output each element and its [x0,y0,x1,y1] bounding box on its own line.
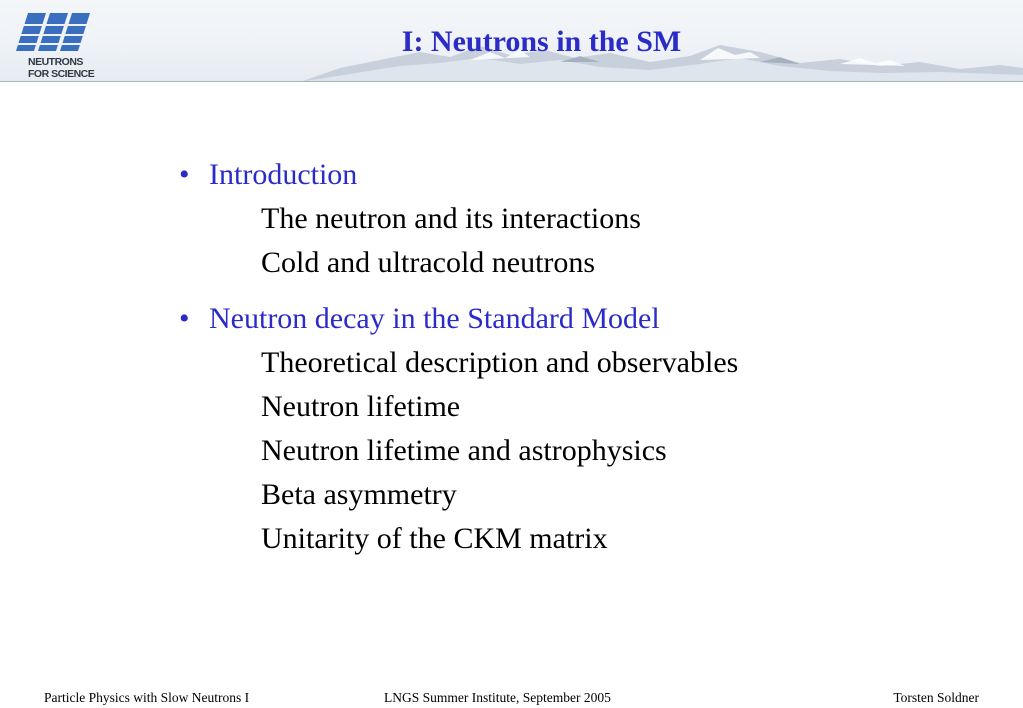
footer-event: LNGS Summer Institute, September 2005 [384,690,611,705]
slide-header [0,0,1023,82]
bullet-introduction [177,153,997,197]
footer-course-title: Particle Physics with Slow Neutrons I [44,690,250,705]
sub-item: Cold and ultracold neutrons [261,246,596,279]
bullet-dot-icon: • [179,302,190,335]
sub-item: Unitarity of the CKM matrix [261,522,608,555]
bullet-dot-icon: • [179,158,190,191]
sub-item: Theoretical description and observables [261,346,739,379]
logo-text-line2: FOR SCIENCE [28,68,95,80]
bullet-heading: Introduction [209,158,358,191]
logo-text-line1: NEUTRONS [28,56,83,68]
sub-item: Beta asymmetry [261,478,457,511]
sub-item: The neutron and its interactions [261,202,641,235]
slide-title: I: Neutrons in the SM [401,25,682,58]
slide-body [177,153,997,561]
sub-item: Neutron lifetime [261,390,461,423]
bullet-neutron-decay [177,297,997,341]
header-divider [0,81,1023,82]
bullet-heading: Neutron decay in the Standard Model [209,302,660,335]
footer-author: Torsten Soldner [893,690,979,705]
sub-item: Neutron lifetime and astrophysics [261,434,667,467]
